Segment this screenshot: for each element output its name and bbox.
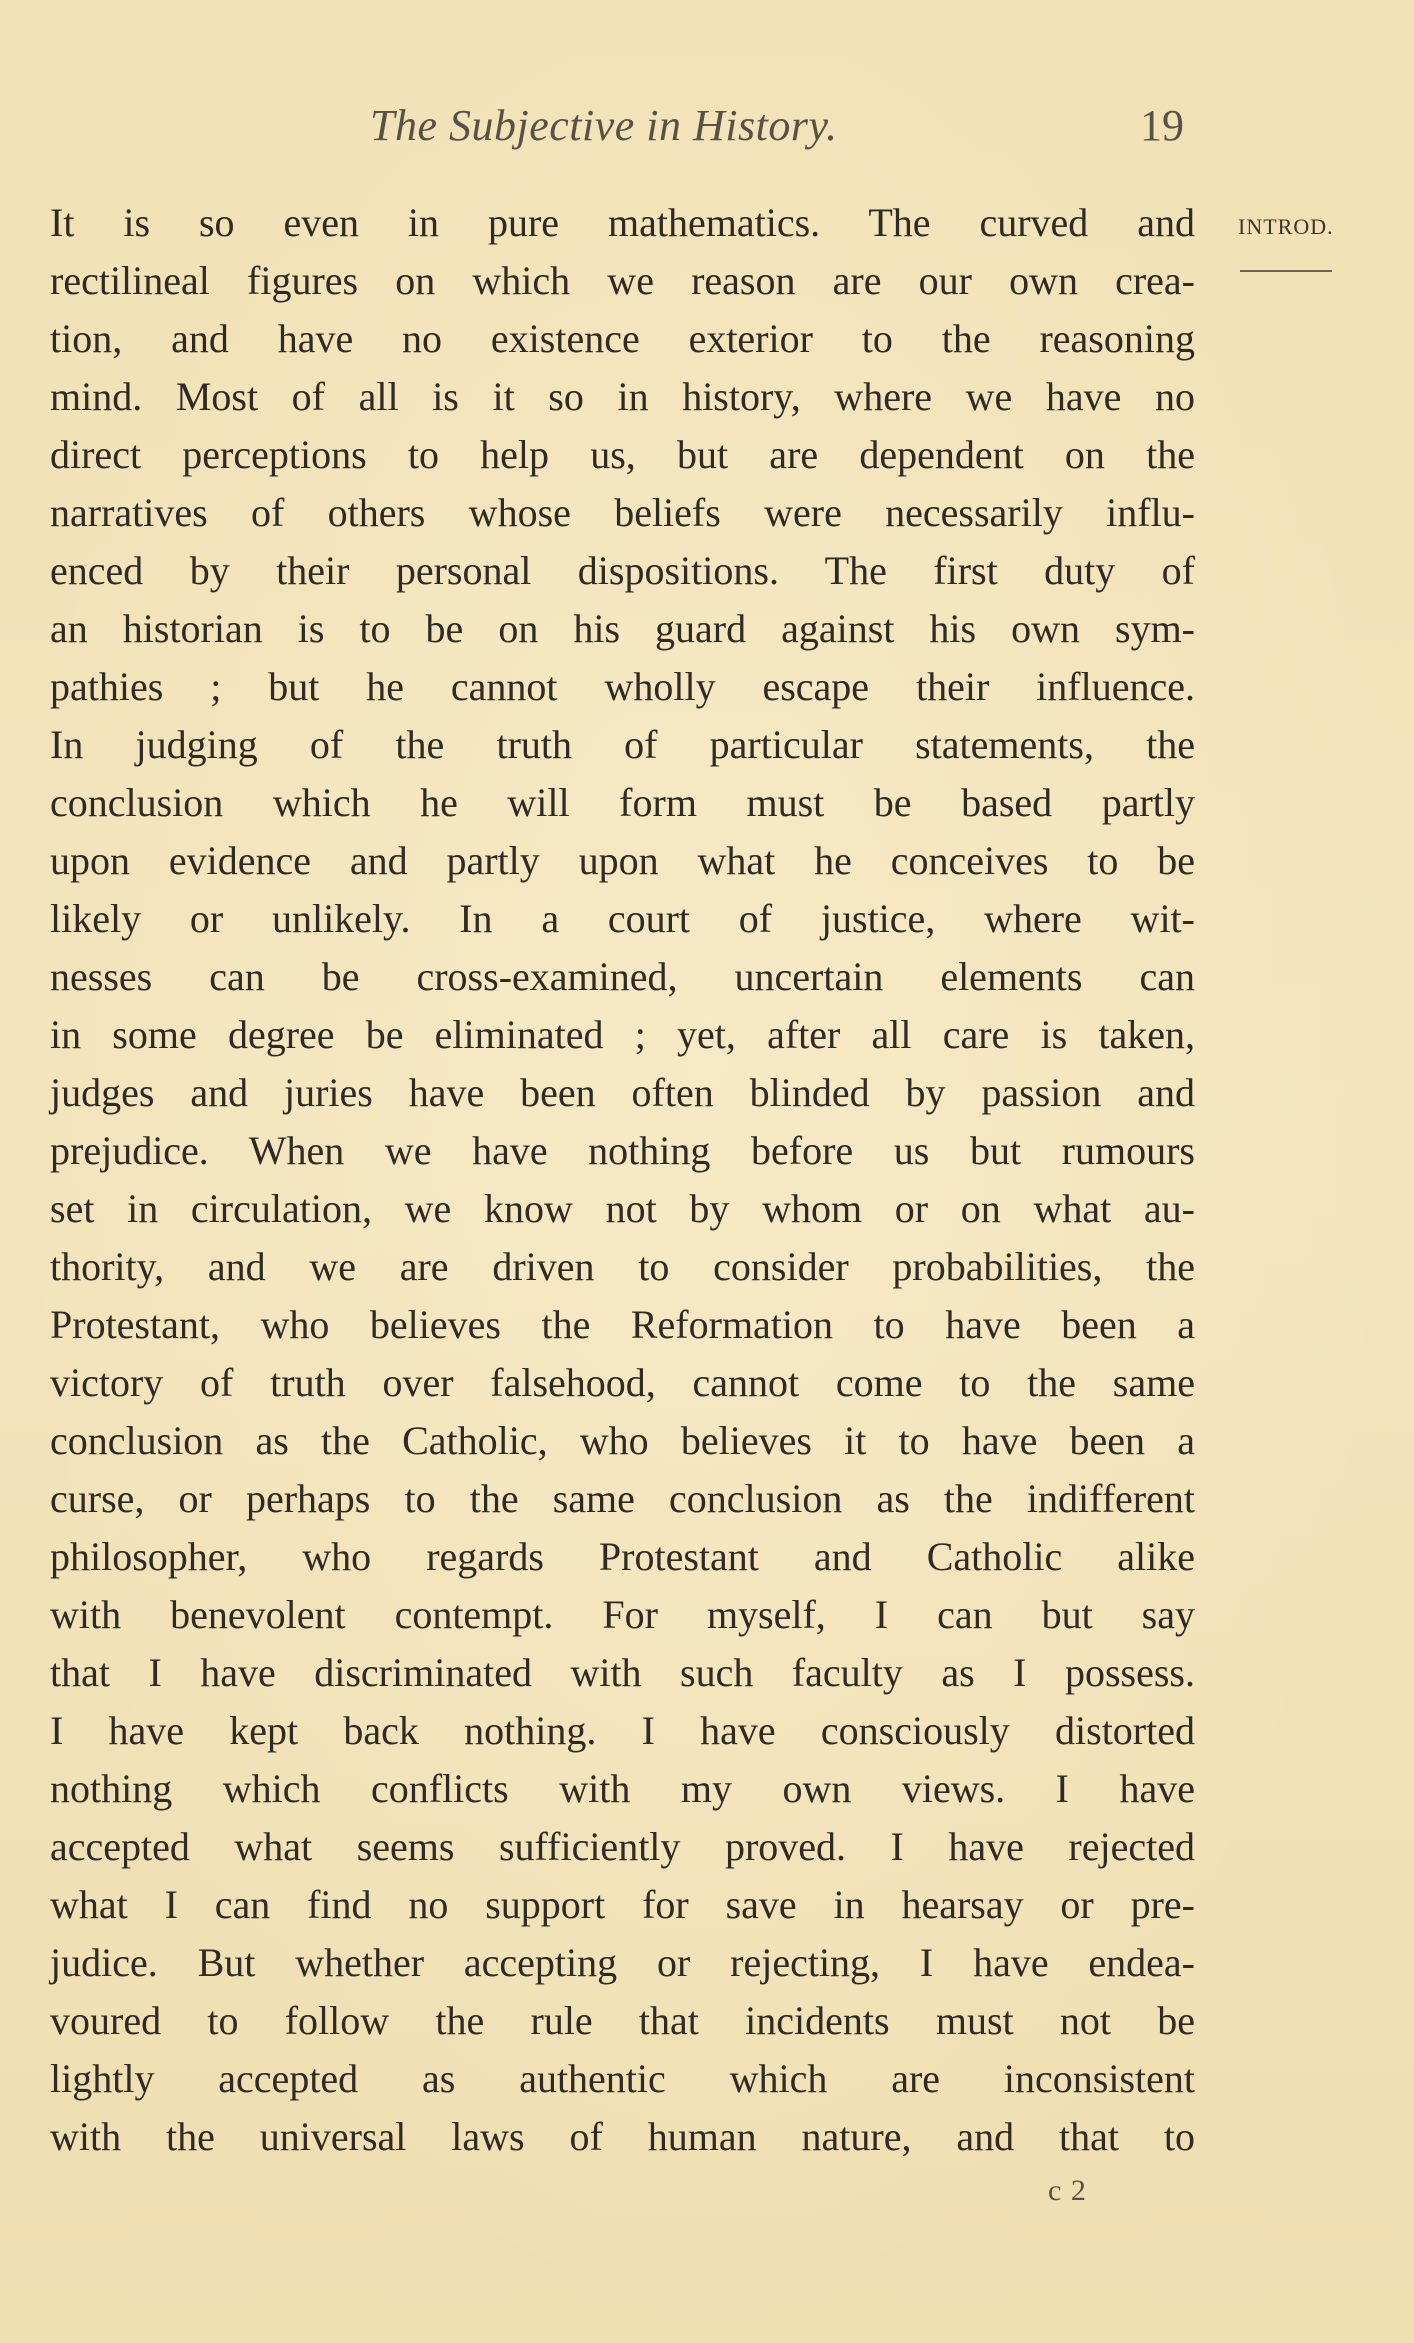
text-line: rectilineal figures on which we reason are our own crea-: [50, 258, 1195, 303]
text-line: It is so even in pure mathematics. The curved and: [50, 200, 1195, 245]
text-line: pathies ; but he cannot wholly escape their influence.: [50, 664, 1195, 709]
text-line: Protestant, who believes the Reformation to have been a: [50, 1302, 1195, 1347]
text-line: victory of truth over falsehood, cannot come to the same: [50, 1360, 1195, 1405]
text-line: enced by their personal dispositions. The first duty of: [50, 548, 1195, 593]
text-line: mind. Most of all is it so in history, where we have no: [50, 374, 1195, 419]
text-line: upon evidence and partly upon what he conceives to be: [50, 838, 1195, 883]
text-line: judice. But whether accepting or rejecting, I have endea-: [50, 1940, 1195, 1985]
text-line: lightly accepted as authentic which are inconsistent: [50, 2056, 1195, 2101]
text-line: likely or unlikely. In a court of justice, where wit-: [50, 896, 1195, 941]
text-line: set in circulation, we know not by whom or on what au-: [50, 1186, 1195, 1231]
text-line: philosopher, who regards Protestant and Catholic alike: [50, 1534, 1195, 1579]
text-line: prejudice. When we have nothing before us but rumours: [50, 1128, 1195, 1173]
text-line: In judging of the truth of particular statements, the: [50, 722, 1195, 767]
body-paragraph: [50, 194, 1195, 2166]
text-line: what I can find no support for save in hearsay or pre-: [50, 1882, 1195, 1927]
text-line: thority, and we are driven to consider probabilities, the: [50, 1244, 1195, 1289]
page-number: 19: [1140, 101, 1184, 150]
text-line: that I have discriminated with such faculty as I possess.: [50, 1650, 1195, 1695]
text-line: tion, and have no existence exterior to the reasoning: [50, 316, 1195, 361]
text-line: nesses can be cross-examined, uncertain elements can: [50, 954, 1195, 999]
text-line: voured to follow the rule that incidents must not be: [50, 1998, 1195, 2043]
text-line: nothing which conflicts with my own views. I have: [50, 1766, 1195, 1811]
text-line: I have kept back nothing. I have consciously distorted: [50, 1708, 1195, 1753]
text-line: direct perceptions to help us, but are dependent on the: [50, 432, 1195, 477]
margin-note: INTROD.: [1238, 214, 1334, 239]
text-line: conclusion as the Catholic, who believes it to have been a: [50, 1418, 1195, 1463]
text-line: in some degree be eliminated ; yet, after all care is taken,: [50, 1012, 1195, 1057]
text-line: with benevolent contempt. For myself, I can but say: [50, 1592, 1195, 1637]
text-line: curse, or perhaps to the same conclusion as the indifferent: [50, 1476, 1195, 1521]
margin-note-rule: [1240, 270, 1332, 272]
text-line: narratives of others whose beliefs were necessarily influ-: [50, 490, 1195, 535]
text-line: accepted what seems sufficiently proved. I have rejected: [50, 1824, 1195, 1869]
text-line: with the universal laws of human nature, and that to: [50, 2114, 1195, 2159]
text-line: an historian is to be on his guard against his own sym-: [50, 606, 1195, 651]
text-line: conclusion which he will form must be based partly: [50, 780, 1195, 825]
signature-mark: c 2: [1048, 2174, 1087, 2207]
running-head-title: The Subjective in History.: [370, 101, 838, 150]
text-line: judges and juries have been often blinded by passion and: [50, 1070, 1195, 1115]
